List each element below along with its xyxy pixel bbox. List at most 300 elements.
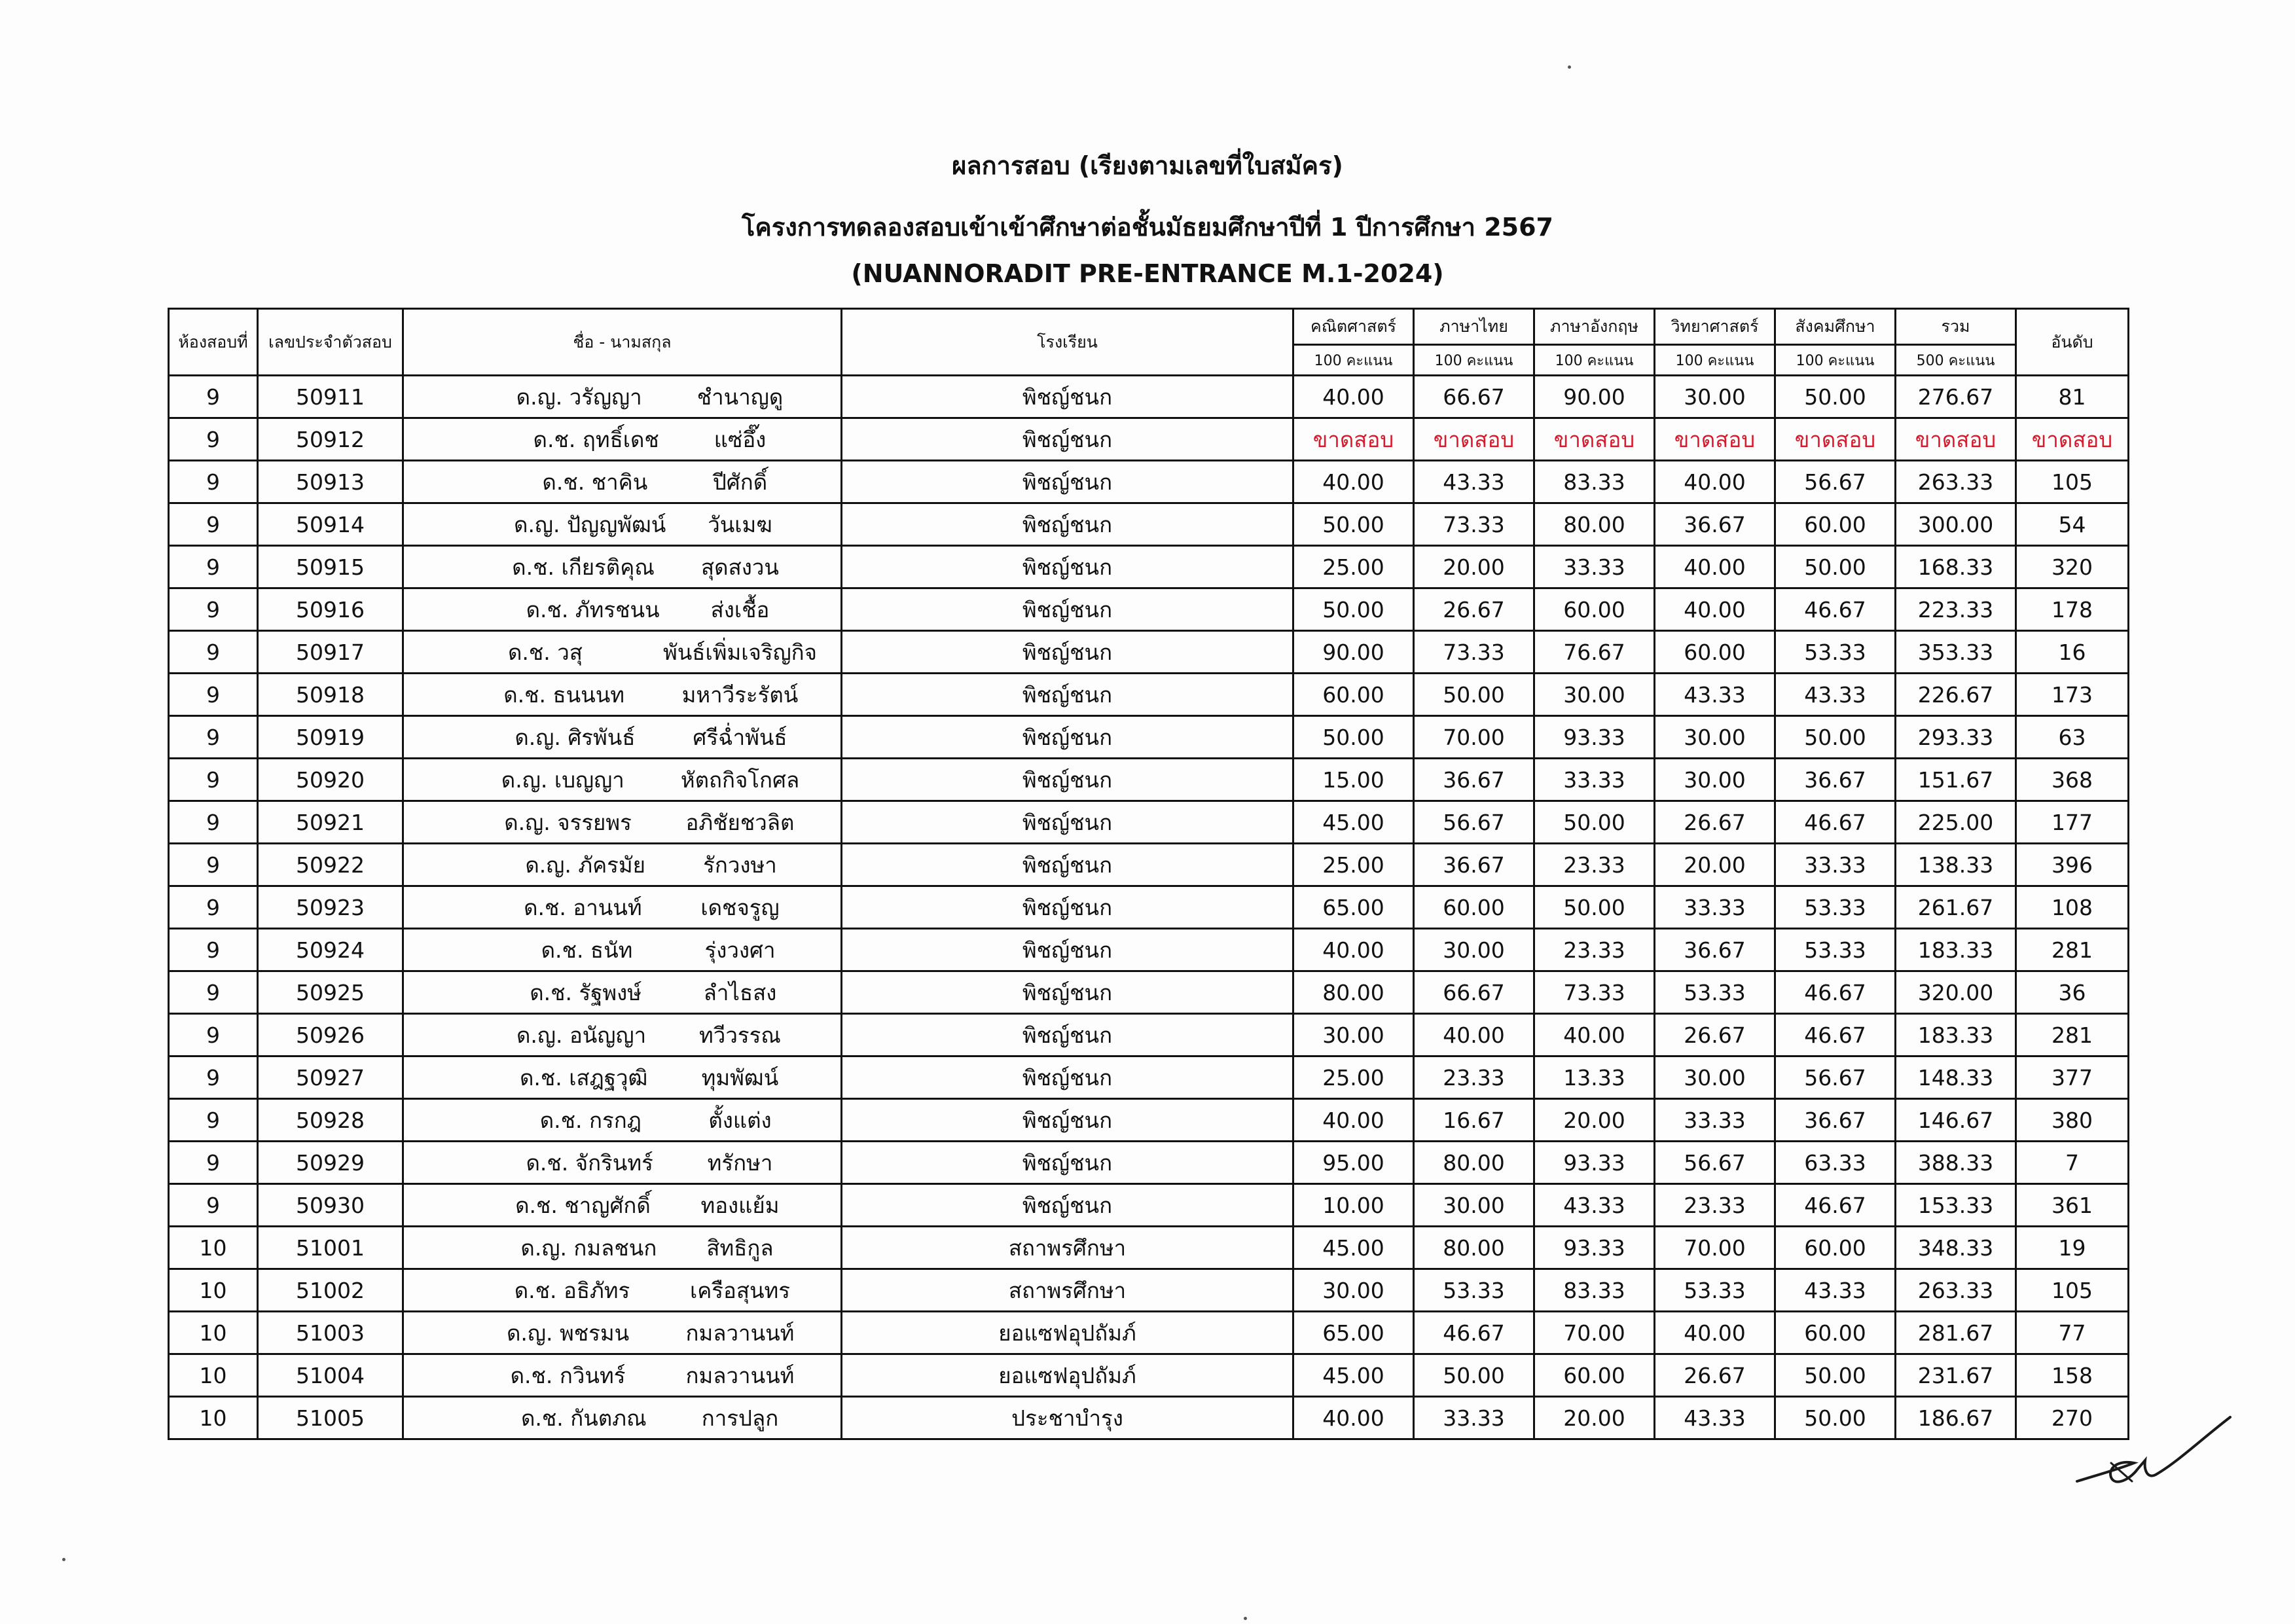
header-exam-id: เลขประจำตัวสอบ: [258, 309, 403, 376]
cell-school: พิชญ์ชนก: [842, 546, 1293, 588]
cell-total: 388.33: [1896, 1142, 2016, 1184]
cell-math: 45.00: [1293, 1227, 1414, 1269]
table-row: [169, 1184, 2129, 1227]
cell-rank: ขาดสอบ: [2016, 418, 2129, 461]
table-row: [169, 503, 2129, 546]
cell-name: [403, 631, 842, 674]
cell-rank: 108: [2016, 886, 2129, 929]
header-max-score: 100 คะแนน: [1775, 345, 1896, 376]
cell-school: พิชญ์ชนก: [842, 844, 1293, 886]
cell-room: 9: [169, 886, 258, 929]
last-name: กมลวานนท์: [685, 1362, 795, 1388]
cell-science: 20.00: [1655, 844, 1775, 886]
cell-school: ยอแซฟอุปถัมภ์: [842, 1354, 1293, 1397]
cell-social: 63.33: [1775, 1142, 1896, 1184]
cell-school: ยอแซฟอุปถัมภ์: [842, 1312, 1293, 1354]
cell-thai: 23.33: [1414, 1056, 1534, 1099]
cell-rank: 361: [2016, 1184, 2129, 1227]
cell-total: 151.67: [1896, 759, 2016, 801]
cell-social: 53.33: [1775, 631, 1896, 674]
cell-rank: 54: [2016, 503, 2129, 546]
table-row: [169, 1269, 2129, 1312]
cell-name: [403, 1312, 842, 1354]
table-row: [169, 1397, 2129, 1439]
cell-name: [403, 1014, 842, 1056]
first-name: ด.ช. เสฎฐวุฒิ: [519, 1064, 648, 1091]
first-name: ด.ช. ธนนนท: [503, 681, 625, 708]
table-row: [169, 674, 2129, 716]
cell-thai: 56.67: [1414, 801, 1534, 844]
cell-exam-id: 50924: [258, 929, 403, 971]
cell-room: 9: [169, 588, 258, 631]
first-name: ด.ช. ชาญศักดิ์: [515, 1192, 651, 1218]
scan-speck: [1244, 1617, 1247, 1620]
cell-english: 13.33: [1534, 1056, 1655, 1099]
cell-room: 10: [169, 1397, 258, 1439]
cell-science: 56.67: [1655, 1142, 1775, 1184]
last-name: เครือสุนทร: [689, 1277, 791, 1303]
first-name: ด.ช. อธิภัทร: [514, 1277, 630, 1303]
cell-room: 9: [169, 971, 258, 1014]
cell-math: 25.00: [1293, 546, 1414, 588]
header-max-score: 100 คะแนน: [1414, 345, 1534, 376]
first-name: ด.ญ. ปัญญพัฒน์: [514, 511, 666, 537]
cell-exam-id: 51002: [258, 1269, 403, 1312]
table-row: [169, 546, 2129, 588]
cell-thai: 60.00: [1414, 886, 1534, 929]
cell-rank: 396: [2016, 844, 2129, 886]
document-title: ผลการสอบ (เรียงตามเลขที่ใบสมัคร): [952, 151, 1343, 180]
table-row: [169, 1354, 2129, 1397]
cell-total: 168.33: [1896, 546, 2016, 588]
header-social: สังคมศึกษา: [1775, 309, 1896, 345]
cell-name: [403, 1269, 842, 1312]
cell-thai: 33.33: [1414, 1397, 1534, 1439]
cell-exam-id: 50922: [258, 844, 403, 886]
cell-rank: 281: [2016, 1014, 2129, 1056]
cell-social: ขาดสอบ: [1775, 418, 1896, 461]
cell-science: 30.00: [1655, 1056, 1775, 1099]
cell-science: 40.00: [1655, 1312, 1775, 1354]
cell-science: 33.33: [1655, 1099, 1775, 1142]
cell-total: 186.67: [1896, 1397, 2016, 1439]
cell-rank: 16: [2016, 631, 2129, 674]
cell-school: พิชญ์ชนก: [842, 503, 1293, 546]
cell-school: พิชญ์ชนก: [842, 886, 1293, 929]
cell-exam-id: 50918: [258, 674, 403, 716]
cell-exam-id: 50926: [258, 1014, 403, 1056]
cell-room: 10: [169, 1354, 258, 1397]
table-row: [169, 418, 2129, 461]
cell-science: 40.00: [1655, 461, 1775, 503]
cell-math: 30.00: [1293, 1014, 1414, 1056]
cell-room: 9: [169, 1142, 258, 1184]
last-name: ลำไธสง: [703, 979, 777, 1005]
cell-exam-id: 50929: [258, 1142, 403, 1184]
cell-social: 56.67: [1775, 1056, 1896, 1099]
cell-name: [403, 1397, 842, 1439]
cell-rank: 63: [2016, 716, 2129, 759]
last-name: สิทธิกูล: [706, 1235, 774, 1261]
header-english: ภาษาอังกฤษ: [1534, 309, 1655, 345]
cell-total: 138.33: [1896, 844, 2016, 886]
cell-name: [403, 716, 842, 759]
last-name: ศรีฉ่ำพันธ์: [693, 724, 787, 750]
last-name: พันธ์เพิ่มเจริญกิจ: [662, 639, 817, 665]
first-name: ด.ช. เกียรติคุณ: [512, 554, 655, 580]
cell-room: 10: [169, 1269, 258, 1312]
last-name: หัตถกิจโกศล: [680, 767, 800, 793]
first-name: ด.ญ. เบญญา: [501, 767, 624, 793]
cell-thai: 50.00: [1414, 1354, 1534, 1397]
last-name: กมลวานนท์: [685, 1320, 795, 1346]
cell-school: พิชญ์ชนก: [842, 801, 1293, 844]
header-total: รวม: [1896, 309, 2016, 345]
cell-social: 46.67: [1775, 801, 1896, 844]
cell-math: ขาดสอบ: [1293, 418, 1414, 461]
scan-speck: [1568, 65, 1571, 69]
first-name: ด.ช. กันตภณ: [520, 1405, 647, 1431]
table-row: [169, 1099, 2129, 1142]
cell-thai: 70.00: [1414, 716, 1534, 759]
cell-room: 9: [169, 801, 258, 844]
first-name: ด.ช. กรกฎ: [539, 1107, 642, 1133]
table-row: [169, 759, 2129, 801]
cell-english: 23.33: [1534, 844, 1655, 886]
table-row: [169, 631, 2129, 674]
cell-social: 50.00: [1775, 1354, 1896, 1397]
cell-total: 223.33: [1896, 588, 2016, 631]
cell-name: [403, 1184, 842, 1227]
cell-name: [403, 886, 842, 929]
cell-room: 9: [169, 716, 258, 759]
cell-social: 46.67: [1775, 971, 1896, 1014]
first-name: ด.ช. อานนท์: [524, 894, 642, 920]
cell-math: 30.00: [1293, 1269, 1414, 1312]
first-name: ด.ช. ธนัท: [541, 937, 633, 963]
results-table: [168, 308, 2129, 1440]
cell-room: 9: [169, 546, 258, 588]
cell-social: 36.67: [1775, 1099, 1896, 1142]
cell-math: 90.00: [1293, 631, 1414, 674]
cell-name: [403, 418, 842, 461]
table-row: [169, 1014, 2129, 1056]
table-body: [169, 376, 2129, 1439]
cell-science: 53.33: [1655, 971, 1775, 1014]
cell-social: 46.67: [1775, 1014, 1896, 1056]
cell-school: พิชญ์ชนก: [842, 1099, 1293, 1142]
cell-school: พิชญ์ชนก: [842, 631, 1293, 674]
cell-total: 320.00: [1896, 971, 2016, 1014]
last-name: ชำนาญดู: [696, 384, 784, 410]
last-name: อภิชัยชวลิต: [685, 809, 795, 835]
cell-english: 50.00: [1534, 801, 1655, 844]
cell-thai: 30.00: [1414, 1184, 1534, 1227]
cell-social: 46.67: [1775, 1184, 1896, 1227]
cell-exam-id: 50911: [258, 376, 403, 418]
cell-english: 23.33: [1534, 929, 1655, 971]
cell-name: [403, 1142, 842, 1184]
cell-total: 225.00: [1896, 801, 2016, 844]
cell-room: 9: [169, 759, 258, 801]
cell-name: [403, 1099, 842, 1142]
cell-math: 15.00: [1293, 759, 1414, 801]
cell-thai: 66.67: [1414, 971, 1534, 1014]
cell-school: พิชญ์ชนก: [842, 759, 1293, 801]
cell-exam-id: 50920: [258, 759, 403, 801]
cell-math: 50.00: [1293, 588, 1414, 631]
cell-room: 9: [169, 1099, 258, 1142]
cell-science: 26.67: [1655, 1354, 1775, 1397]
cell-social: 50.00: [1775, 546, 1896, 588]
header-name: ชื่อ - นามสกุล: [403, 309, 842, 376]
cell-name: [403, 588, 842, 631]
cell-total: 153.33: [1896, 1184, 2016, 1227]
cell-total: 263.33: [1896, 1269, 2016, 1312]
cell-name: [403, 376, 842, 418]
cell-exam-id: 50912: [258, 418, 403, 461]
cell-english: 73.33: [1534, 971, 1655, 1014]
first-name: ด.ญ. อนัญญา: [516, 1022, 647, 1048]
header-science: วิทยาศาสตร์: [1655, 309, 1775, 345]
cell-name: [403, 1227, 842, 1269]
last-name: การปลูก: [701, 1405, 779, 1431]
cell-english: 60.00: [1534, 1354, 1655, 1397]
cell-math: 40.00: [1293, 1397, 1414, 1439]
cell-school: พิชญ์ชนก: [842, 971, 1293, 1014]
cell-exam-id: 50913: [258, 461, 403, 503]
last-name: ทองแย้ม: [700, 1192, 780, 1218]
cell-thai: 26.67: [1414, 588, 1534, 631]
cell-school: พิชญ์ชนก: [842, 588, 1293, 631]
first-name: ด.ช. กวินทร์: [510, 1362, 626, 1388]
cell-school: พิชญ์ชนก: [842, 461, 1293, 503]
cell-math: 60.00: [1293, 674, 1414, 716]
cell-exam-id: 50927: [258, 1056, 403, 1099]
first-name: ด.ญ. ศิรพันธ์: [515, 724, 636, 750]
cell-rank: 158: [2016, 1354, 2129, 1397]
cell-total: 231.67: [1896, 1354, 2016, 1397]
cell-thai: 16.67: [1414, 1099, 1534, 1142]
cell-school: พิชญ์ชนก: [842, 929, 1293, 971]
cell-exam-id: 50915: [258, 546, 403, 588]
first-name: ด.ญ. จรรยพร: [504, 809, 632, 835]
cell-name: [403, 674, 842, 716]
cell-name: [403, 971, 842, 1014]
cell-science: 43.33: [1655, 1397, 1775, 1439]
cell-thai: 80.00: [1414, 1227, 1534, 1269]
cell-english: ขาดสอบ: [1534, 418, 1655, 461]
cell-rank: 270: [2016, 1397, 2129, 1439]
cell-math: 40.00: [1293, 376, 1414, 418]
last-name: ทุมพัฒน์: [701, 1064, 779, 1091]
cell-english: 50.00: [1534, 886, 1655, 929]
cell-thai: 36.67: [1414, 759, 1534, 801]
cell-english: 40.00: [1534, 1014, 1655, 1056]
cell-school: พิชญ์ชนก: [842, 716, 1293, 759]
cell-school: สถาพรศึกษา: [842, 1269, 1293, 1312]
cell-name: [403, 844, 842, 886]
cell-social: 46.67: [1775, 588, 1896, 631]
last-name: เดชจรูญ: [700, 894, 780, 920]
cell-science: 30.00: [1655, 759, 1775, 801]
cell-exam-id: 50914: [258, 503, 403, 546]
cell-math: 45.00: [1293, 801, 1414, 844]
cell-thai: 30.00: [1414, 929, 1534, 971]
cell-math: 50.00: [1293, 503, 1414, 546]
first-name: ด.ช. ฤทธิ์เดช: [533, 426, 659, 452]
cell-english: 70.00: [1534, 1312, 1655, 1354]
cell-school: พิชญ์ชนก: [842, 1142, 1293, 1184]
cell-social: 53.33: [1775, 886, 1896, 929]
cell-total: 348.33: [1896, 1227, 2016, 1269]
cell-thai: 40.00: [1414, 1014, 1534, 1056]
cell-exam-id: 50930: [258, 1184, 403, 1227]
cell-total: 281.67: [1896, 1312, 2016, 1354]
cell-room: 9: [169, 461, 258, 503]
cell-math: 40.00: [1293, 1099, 1414, 1142]
cell-science: 33.33: [1655, 886, 1775, 929]
cell-rank: 105: [2016, 1269, 2129, 1312]
table-row: [169, 461, 2129, 503]
cell-math: 40.00: [1293, 461, 1414, 503]
cell-total: ขาดสอบ: [1896, 418, 2016, 461]
table-row: [169, 971, 2129, 1014]
cell-school: พิชญ์ชนก: [842, 1184, 1293, 1227]
cell-social: 50.00: [1775, 1397, 1896, 1439]
cell-science: 70.00: [1655, 1227, 1775, 1269]
cell-english: 76.67: [1534, 631, 1655, 674]
table-row: [169, 1056, 2129, 1099]
table-row: [169, 801, 2129, 844]
cell-english: 43.33: [1534, 1184, 1655, 1227]
cell-total: 261.67: [1896, 886, 2016, 929]
first-name: ด.ช. ภัทรชนน: [526, 596, 660, 623]
cell-thai: 73.33: [1414, 631, 1534, 674]
cell-english: 93.33: [1534, 1227, 1655, 1269]
last-name: วันเมฆ: [708, 511, 772, 537]
cell-name: [403, 929, 842, 971]
table-row: [169, 844, 2129, 886]
cell-rank: 19: [2016, 1227, 2129, 1269]
cell-thai: 53.33: [1414, 1269, 1534, 1312]
cell-exam-id: 50921: [258, 801, 403, 844]
cell-rank: 377: [2016, 1056, 2129, 1099]
cell-rank: 173: [2016, 674, 2129, 716]
cell-school: พิชญ์ชนก: [842, 376, 1293, 418]
table-row: [169, 716, 2129, 759]
cell-science: 30.00: [1655, 376, 1775, 418]
cell-social: 60.00: [1775, 1312, 1896, 1354]
last-name: ทวีวรรณ: [699, 1022, 781, 1048]
cell-room: 9: [169, 844, 258, 886]
cell-english: 93.33: [1534, 716, 1655, 759]
cell-social: 33.33: [1775, 844, 1896, 886]
cell-thai: 36.67: [1414, 844, 1534, 886]
table-row: [169, 588, 2129, 631]
cell-social: 60.00: [1775, 1227, 1896, 1269]
cell-science: 36.67: [1655, 929, 1775, 971]
cell-social: 56.67: [1775, 461, 1896, 503]
cell-math: 40.00: [1293, 929, 1414, 971]
first-name: ด.ช. วสุ: [507, 639, 583, 665]
cell-total: 226.67: [1896, 674, 2016, 716]
header-school: โรงเรียน: [842, 309, 1293, 376]
cell-english: 30.00: [1534, 674, 1655, 716]
header-math: คณิตศาสตร์: [1293, 309, 1414, 345]
cell-social: 60.00: [1775, 503, 1896, 546]
table-header: [169, 309, 2129, 376]
cell-social: 53.33: [1775, 929, 1896, 971]
signature-mark: [2072, 1398, 2235, 1496]
cell-exam-id: 50917: [258, 631, 403, 674]
cell-science: 26.67: [1655, 801, 1775, 844]
cell-rank: 380: [2016, 1099, 2129, 1142]
document-subtitle: โครงการทดลองสอบเข้าเข้าศึกษาต่อชั้นมัธยมศึกษาปีที่ 1 ปีการศึกษา 2567: [742, 213, 1553, 242]
cell-science: 40.00: [1655, 588, 1775, 631]
cell-school: พิชญ์ชนก: [842, 674, 1293, 716]
cell-rank: 7: [2016, 1142, 2129, 1184]
last-name: ทรักษา: [707, 1149, 773, 1176]
first-name: ด.ช. ชาคิน: [542, 469, 648, 495]
cell-room: 9: [169, 1056, 258, 1099]
cell-rank: 368: [2016, 759, 2129, 801]
cell-total: 146.67: [1896, 1099, 2016, 1142]
last-name: สุดสงวน: [701, 554, 779, 580]
cell-exam-id: 50916: [258, 588, 403, 631]
cell-room: 9: [169, 376, 258, 418]
header-room: ห้องสอบที่: [169, 309, 258, 376]
cell-thai: 73.33: [1414, 503, 1534, 546]
first-name: ด.ช. จักรินทร์: [526, 1149, 653, 1176]
cell-exam-id: 51003: [258, 1312, 403, 1354]
cell-rank: 81: [2016, 376, 2129, 418]
last-name: แซ่อึ๊ง: [714, 426, 767, 452]
last-name: มหาวีระรัตน์: [681, 681, 799, 708]
cell-total: 183.33: [1896, 929, 2016, 971]
cell-science: 36.67: [1655, 503, 1775, 546]
cell-school: พิชญ์ชนก: [842, 1014, 1293, 1056]
cell-science: 30.00: [1655, 716, 1775, 759]
cell-science: 40.00: [1655, 546, 1775, 588]
cell-exam-id: 50919: [258, 716, 403, 759]
table-row: [169, 929, 2129, 971]
cell-room: 9: [169, 418, 258, 461]
cell-room: 10: [169, 1227, 258, 1269]
cell-math: 80.00: [1293, 971, 1414, 1014]
cell-rank: 320: [2016, 546, 2129, 588]
cell-room: 9: [169, 929, 258, 971]
cell-rank: 178: [2016, 588, 2129, 631]
last-name: ปีศักดิ์: [712, 469, 768, 495]
header-total-max-score: 500 คะแนน: [1896, 345, 2016, 376]
last-name: รักวงษา: [703, 852, 777, 878]
cell-math: 65.00: [1293, 886, 1414, 929]
first-name: ด.ช. รัฐพงษ์: [530, 979, 642, 1005]
cell-exam-id: 51005: [258, 1397, 403, 1439]
cell-social: 43.33: [1775, 674, 1896, 716]
cell-name: [403, 503, 842, 546]
cell-room: 9: [169, 503, 258, 546]
cell-math: 10.00: [1293, 1184, 1414, 1227]
cell-rank: 281: [2016, 929, 2129, 971]
cell-exam-id: 51004: [258, 1354, 403, 1397]
cell-thai: 46.67: [1414, 1312, 1534, 1354]
cell-thai: 50.00: [1414, 674, 1534, 716]
cell-math: 25.00: [1293, 844, 1414, 886]
table-row: [169, 886, 2129, 929]
last-name: รุ่งวงศา: [704, 937, 776, 963]
